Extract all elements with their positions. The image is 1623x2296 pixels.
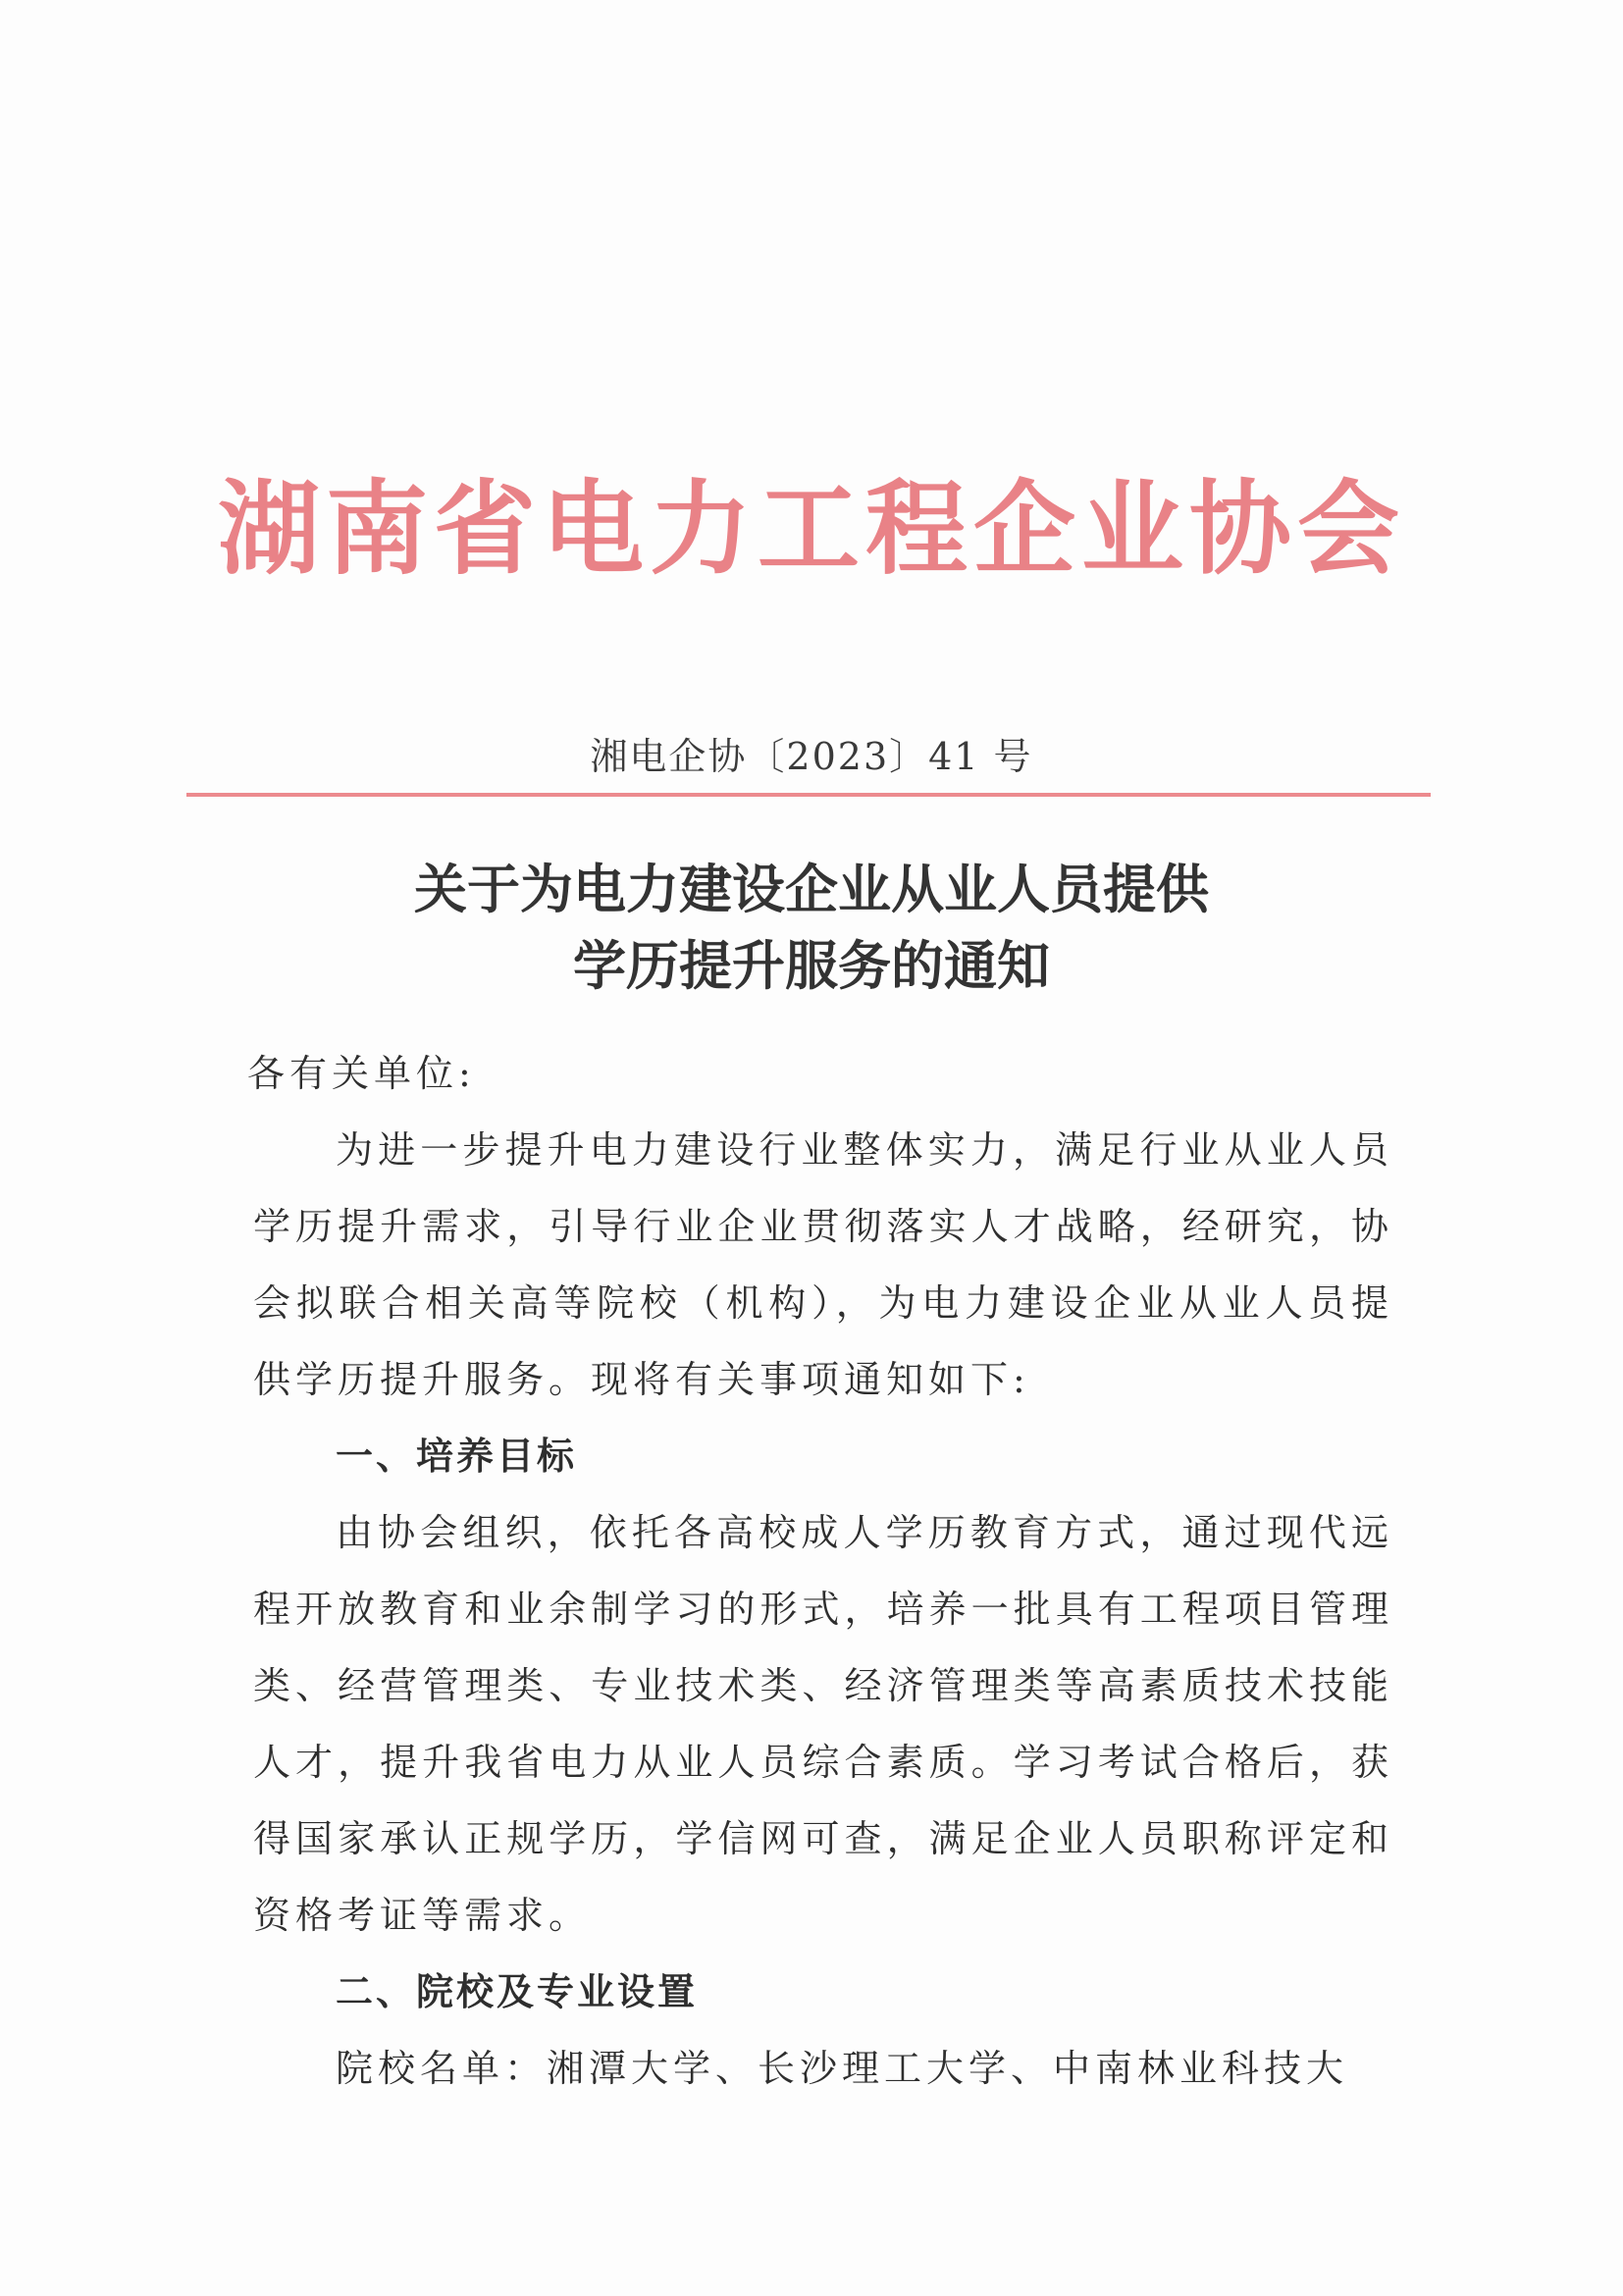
section-1-paragraph: 由协会组织，依托各高校成人学历教育方式，通过现代远程开放教育和业余制学习的形式，培养一批具有工程项目管理类、经营管理类、专业技术类、经济管理类等高素质技术技能人才，提升我省电力从业人员综合素质。学习考试合格后，获得国家承认正规学历，学信网可查，满足企业人员职称评定和资格考证等需求。 bbox=[253, 1511, 1393, 1937]
section-2-paragraph: 院校名单：湘潭大学、长沙理工大学、中南林业科技大 bbox=[336, 2047, 1349, 2090]
section-2-heading: 二、院校及专业设置 bbox=[336, 1970, 699, 2013]
section-1-heading: 一、培养目标 bbox=[336, 1435, 578, 1478]
notice-title bbox=[0, 852, 1623, 1005]
letterhead-red-rule bbox=[186, 793, 1431, 797]
notice-body bbox=[247, 1035, 1393, 2107]
intro-paragraph: 为进一步提升电力建设行业整体实力，满足行业从业人员学历提升需求，引导行业企业贯彻落实人才战略，经研究，协会拟联合相关高等院校（机构），为电力建设企业从业人员提供学历提升服务。现将有关事项通知如下: bbox=[253, 1128, 1393, 1401]
notice-title-line-2: 学历提升服务的通知 bbox=[573, 935, 1050, 997]
letterhead-org-name: 湖南省电力工程企业协会 bbox=[217, 468, 1405, 589]
notice-title-line-1: 关于为电力建设企业从业人员提供 bbox=[414, 859, 1209, 920]
document-number: 湘电企协〔2023〕41 号 bbox=[590, 735, 1033, 778]
salutation: 各有关单位: bbox=[247, 1052, 476, 1095]
